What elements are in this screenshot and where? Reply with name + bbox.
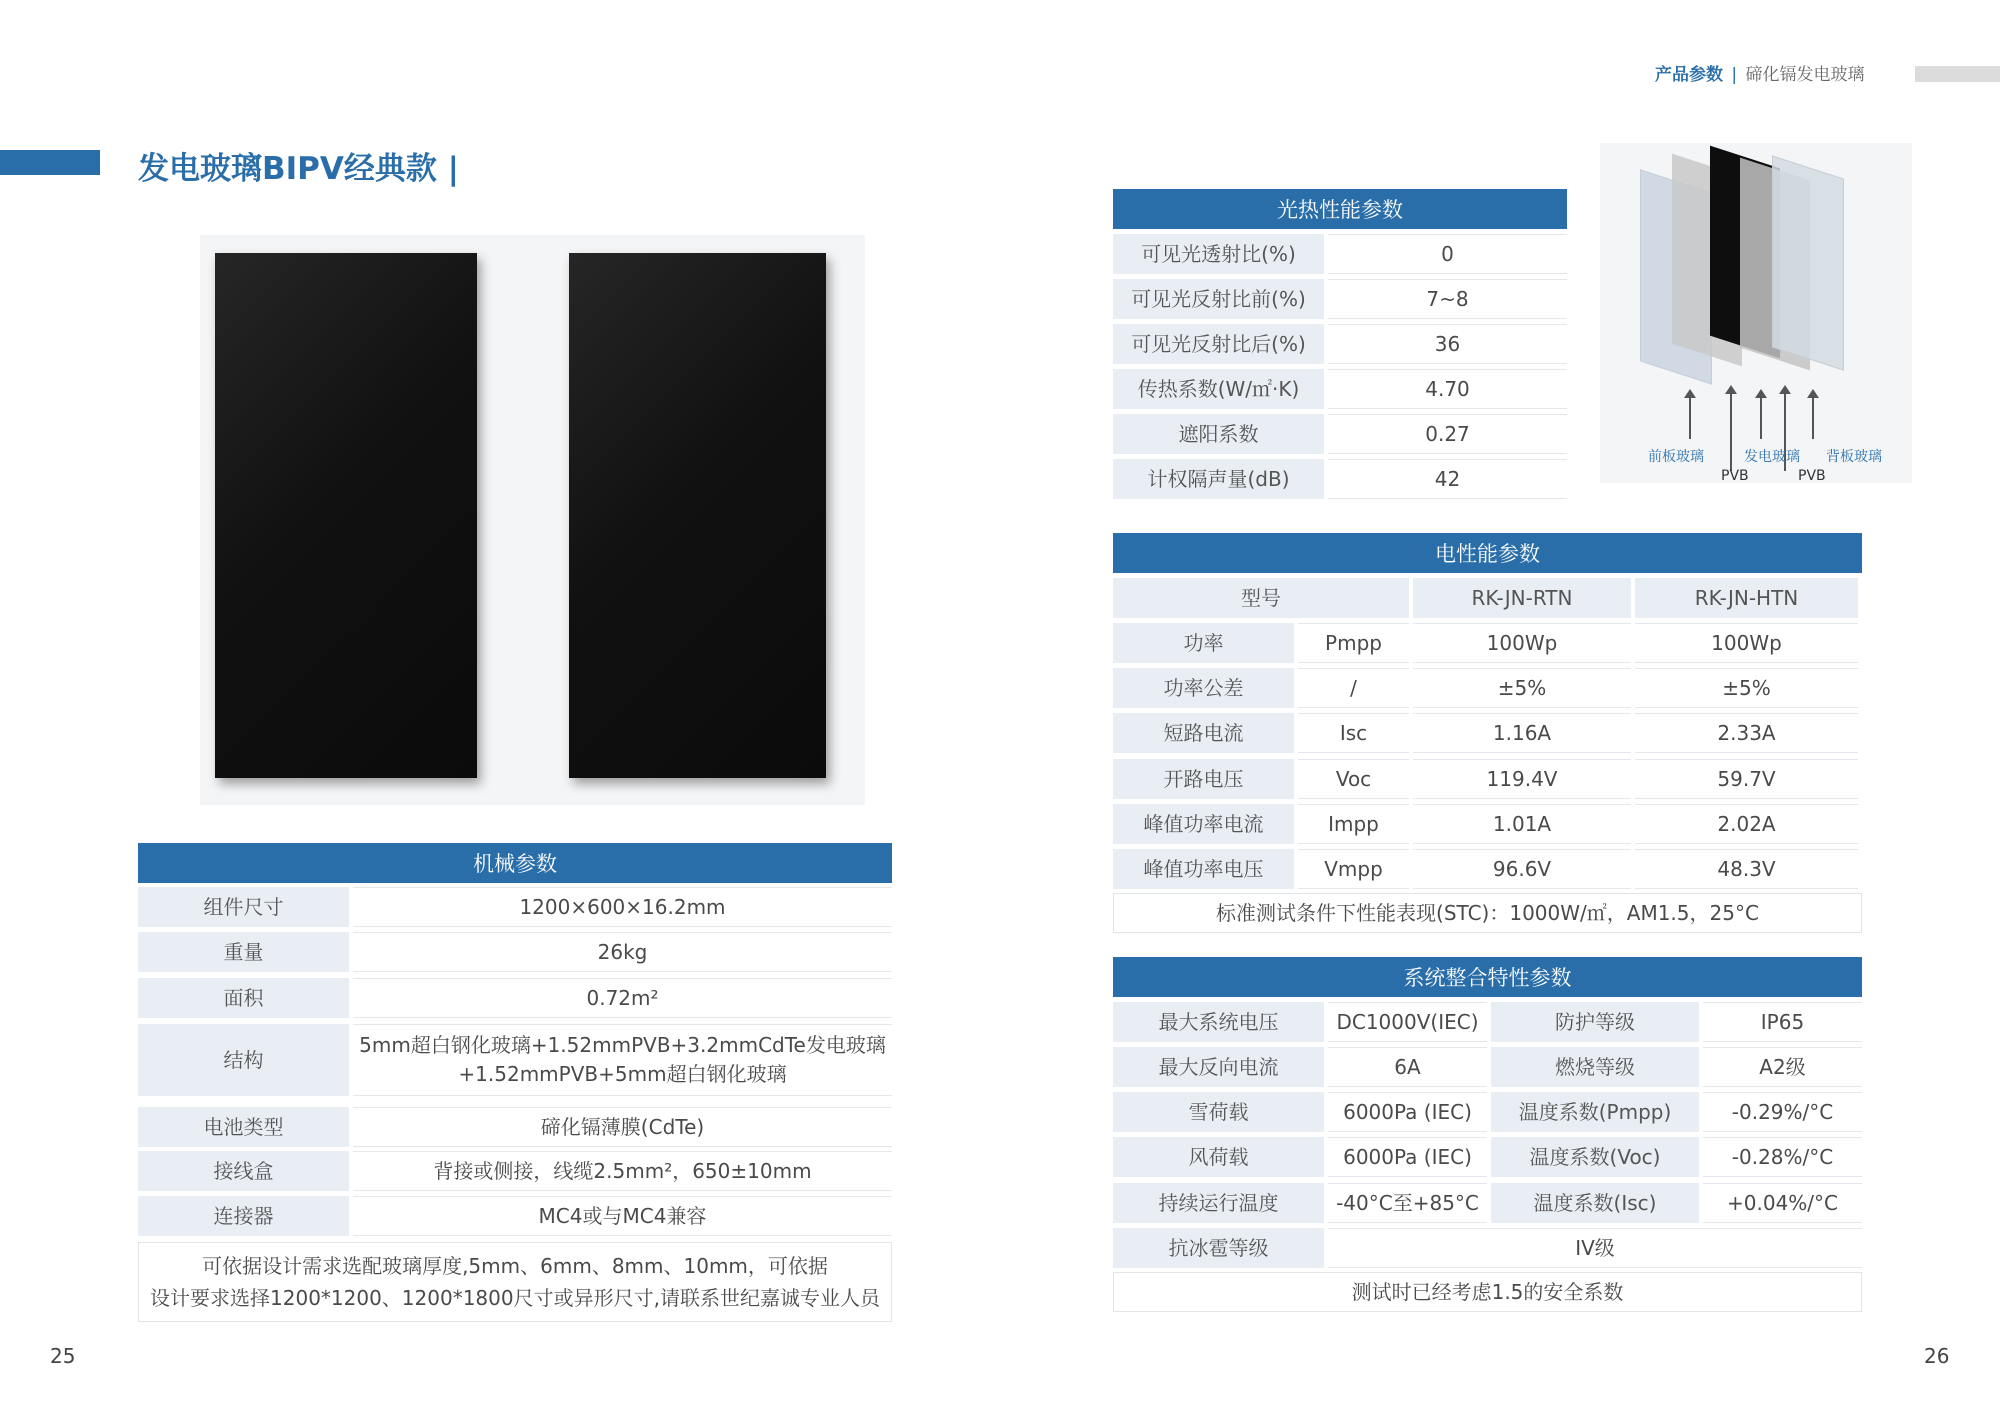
electrical-value-2: 59.7V <box>1635 759 1858 799</box>
mech-label: 电池类型 <box>138 1107 349 1147</box>
electrical-value-1: 96.6V <box>1413 849 1631 889</box>
label-pvb-2: PVB <box>1798 468 1826 484</box>
system-row-hail <box>1113 1228 1862 1268</box>
mech-label: 组件尺寸 <box>138 887 349 927</box>
electrical-symbol: Vmpp <box>1298 849 1409 889</box>
mech-row <box>138 887 892 927</box>
electrical-value-2: 48.3V <box>1635 849 1858 889</box>
mechanical-note-line-2: 设计要求选择1200*1200、1200*1800尺寸或异形尺寸,请联系世纪嘉诚专业人员 <box>150 1286 880 1310</box>
back-glass-layer <box>1772 155 1844 370</box>
electrical-row <box>1113 759 1858 799</box>
glass-panel-front <box>215 253 477 778</box>
system-label-2: 防护等级 <box>1491 1002 1699 1042</box>
electrical-param: 峰值功率电流 <box>1113 804 1294 844</box>
optical-value: 36 <box>1328 324 1567 364</box>
system-value-2: IP65 <box>1703 1002 1862 1042</box>
header-divider: | <box>1731 65 1738 85</box>
mech-row <box>138 1151 892 1191</box>
system-value-1: DC1000V(IEC) <box>1328 1002 1487 1042</box>
electrical-row <box>1113 804 1858 844</box>
mech-value: 0.72m² <box>353 978 892 1018</box>
optical-row <box>1113 234 1567 274</box>
electrical-symbol: / <box>1298 668 1409 708</box>
electrical-row <box>1113 623 1858 663</box>
system-row <box>1113 1047 1862 1087</box>
system-value-2: A2级 <box>1703 1047 1862 1087</box>
mech-row <box>138 932 892 972</box>
optical-value: 0 <box>1328 234 1567 274</box>
electrical-value-1: 119.4V <box>1413 759 1631 799</box>
optical-label: 传热系数(W/㎡·K) <box>1113 369 1324 409</box>
layer-diagram <box>1600 143 1912 483</box>
system-value-2: -0.29%/°C <box>1703 1092 1862 1132</box>
optical-row <box>1113 279 1567 319</box>
structure-line-1: 5mm超白钢化玻璃+1.52mmPVB+3.2mmCdTe发电玻璃 <box>359 1033 886 1057</box>
mech-label: 面积 <box>138 978 349 1018</box>
system-label-1: 持续运行温度 <box>1113 1183 1324 1223</box>
mechanical-note <box>138 1242 892 1322</box>
optical-label: 计权隔声量(dB) <box>1113 459 1324 499</box>
optical-value: 42 <box>1328 459 1567 499</box>
page-title: 发电玻璃BIPV经典款 | <box>138 151 459 187</box>
electrical-symbol: Pmpp <box>1298 623 1409 663</box>
electrical-param: 峰值功率电压 <box>1113 849 1294 889</box>
system-label-2: 温度系数(Pmpp) <box>1491 1092 1699 1132</box>
optical-row <box>1113 459 1567 499</box>
optical-row <box>1113 324 1567 364</box>
electrical-param: 开路电压 <box>1113 759 1294 799</box>
electrical-model-1: RK-JN-RTN <box>1413 578 1631 618</box>
optical-row <box>1113 369 1567 409</box>
mech-value: 1200×600×16.2mm <box>353 887 892 927</box>
electrical-title: 电性能参数 <box>1113 533 1862 573</box>
optical-value: 0.27 <box>1328 414 1567 454</box>
title-accent-bar <box>0 150 100 175</box>
optical-label: 可见光透射比(%) <box>1113 234 1324 274</box>
header-section: 产品参数 <box>1655 65 1723 85</box>
electrical-param: 功率 <box>1113 623 1294 663</box>
mechanical-note-line-1: 可依据设计需求选配玻璃厚度,5mm、6mm、8mm、10mm，可依据 <box>202 1254 828 1278</box>
arrow-pvb-1 <box>1730 393 1732 471</box>
system-label-1: 风荷载 <box>1113 1137 1324 1177</box>
electrical-symbol: Impp <box>1298 804 1409 844</box>
mech-value: 碲化镉薄膜(CdTe) <box>353 1107 892 1147</box>
mech-label: 重量 <box>138 932 349 972</box>
hail-label: 抗冰雹等级 <box>1113 1228 1324 1268</box>
system-value-1: 6000Pa (IEC) <box>1328 1137 1487 1177</box>
optical-label: 可见光反射比后(%) <box>1113 324 1324 364</box>
optical-label: 遮阳系数 <box>1113 414 1324 454</box>
electrical-value-1: 1.01A <box>1413 804 1631 844</box>
system-value-1: -40°C至+85°C <box>1328 1183 1487 1223</box>
system-value-2: +0.04%/°C <box>1703 1183 1862 1223</box>
optical-value: 4.70 <box>1328 369 1567 409</box>
label-front-glass: 前板玻璃 <box>1648 449 1704 465</box>
system-row <box>1113 1092 1862 1132</box>
label-back-glass: 背板玻璃 <box>1826 449 1882 465</box>
system-label-1: 雪荷载 <box>1113 1092 1324 1132</box>
electrical-row <box>1113 668 1858 708</box>
electrical-value-1: 1.16A <box>1413 713 1631 753</box>
electrical-param: 短路电流 <box>1113 713 1294 753</box>
system-label-2: 燃烧等级 <box>1491 1047 1699 1087</box>
hail-value: IV级 <box>1328 1228 1862 1268</box>
electrical-model-label: 型号 <box>1113 578 1409 618</box>
electrical-symbol: Isc <box>1298 713 1409 753</box>
mechanical-title: 机械参数 <box>138 843 892 883</box>
header-bar <box>1915 66 2000 82</box>
mech-row <box>138 1024 892 1096</box>
arrow-front-glass <box>1689 397 1691 439</box>
electrical-note: 标准测试条件下性能表现(STC)：1000W/㎡，AM1.5，25°C <box>1113 893 1862 933</box>
mech-label: 结构 <box>138 1024 349 1096</box>
electrical-value-2: 100Wp <box>1635 623 1858 663</box>
optical-value: 7~8 <box>1328 279 1567 319</box>
mech-label: 接线盒 <box>138 1151 349 1191</box>
page-number-right: 26 <box>1924 1344 1950 1368</box>
electrical-param: 功率公差 <box>1113 668 1294 708</box>
system-label-1: 最大反向电流 <box>1113 1047 1324 1087</box>
electrical-value-1: ±5% <box>1413 668 1631 708</box>
electrical-value-2: ±5% <box>1635 668 1858 708</box>
system-value-1: 6000Pa (IEC) <box>1328 1092 1487 1132</box>
label-power-glass: 发电玻璃 <box>1744 449 1800 465</box>
mech-value: 背接或侧接，线缆2.5mm²，650±10mm <box>353 1151 892 1191</box>
mech-row <box>138 1196 892 1236</box>
system-title: 系统整合特性参数 <box>1113 957 1862 997</box>
page-number-left: 25 <box>50 1344 76 1368</box>
arrow-back-glass <box>1812 397 1814 439</box>
system-label-2: 温度系数(Voc) <box>1491 1137 1699 1177</box>
system-value-1: 6A <box>1328 1047 1487 1087</box>
system-value-2: -0.28%/°C <box>1703 1137 1862 1177</box>
system-row <box>1113 1183 1862 1223</box>
optical-row <box>1113 414 1567 454</box>
electrical-value-1: 100Wp <box>1413 623 1631 663</box>
mech-value <box>353 1024 892 1096</box>
running-header <box>1655 60 1865 85</box>
electrical-header-row <box>1113 578 1858 618</box>
structure-line-2: +1.52mmPVB+5mm超白钢化玻璃 <box>458 1062 787 1086</box>
electrical-symbol: Voc <box>1298 759 1409 799</box>
label-pvb-1: PVB <box>1721 468 1749 484</box>
mech-value: MC4或与MC4兼容 <box>353 1196 892 1236</box>
header-subsection: 碲化镉发电玻璃 <box>1745 65 1865 85</box>
system-label-2: 温度系数(Isc) <box>1491 1183 1699 1223</box>
mech-label: 连接器 <box>138 1196 349 1236</box>
system-row <box>1113 1137 1862 1177</box>
system-label-1: 最大系统电压 <box>1113 1002 1324 1042</box>
electrical-value-2: 2.02A <box>1635 804 1858 844</box>
electrical-row <box>1113 713 1858 753</box>
electrical-value-2: 2.33A <box>1635 713 1858 753</box>
system-row <box>1113 1002 1862 1042</box>
electrical-row <box>1113 849 1858 889</box>
glass-panel-back <box>569 253 826 778</box>
mech-row <box>138 1107 892 1147</box>
mech-row <box>138 978 892 1018</box>
arrow-power-glass <box>1760 397 1762 439</box>
mech-value: 26kg <box>353 932 892 972</box>
electrical-model-2: RK-JN-HTN <box>1635 578 1858 618</box>
optical-label: 可见光反射比前(%) <box>1113 279 1324 319</box>
optical-title: 光热性能参数 <box>1113 189 1567 229</box>
system-note: 测试时已经考虑1.5的安全系数 <box>1113 1272 1862 1312</box>
